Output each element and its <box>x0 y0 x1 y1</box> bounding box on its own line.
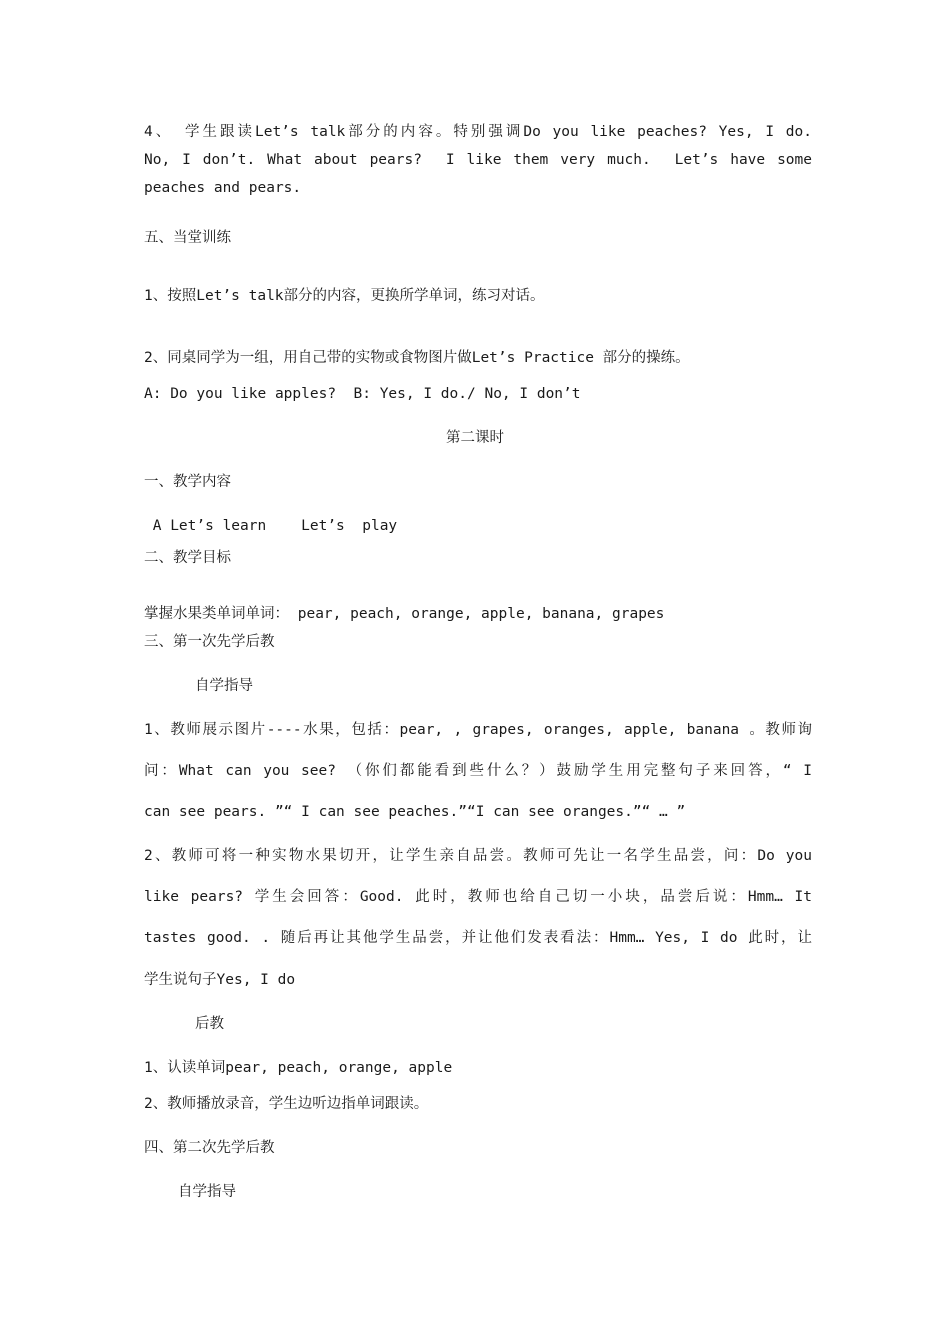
after-teach-item-2: 2、教师播放录音，学生边听边指单词跟读。 <box>144 1096 429 1112</box>
after-teach-heading: 后教 <box>195 1016 224 1032</box>
self-study-heading-1: 自学指导 <box>195 678 253 694</box>
step4-line-3: peaches and pears. <box>144 180 302 196</box>
step-1-line-3: can see pears. ”“ I can see peaches.”“I can see oranges.”“ … ” <box>144 804 686 820</box>
section-5-heading: 五、当堂训练 <box>144 230 231 246</box>
section-3-heading: 三、第一次先学后教 <box>144 634 275 650</box>
step-1-line-2: 问：What can you see? （你们都能看到些什么？）鼓励学生用完整句子来回答，“ I <box>144 763 812 779</box>
step-2-line-2: like pears? 学生会回答：Good. 此时，教师也给自己切一小块，品尝后说：Hmm… It <box>144 889 812 905</box>
practice-item-2: 2、同桌同学为一组，用自己带的实物或食物图片做Let’s Practice 部分的操练。 <box>144 350 690 366</box>
teaching-content: A Let’s learn Let’s play <box>144 518 398 534</box>
step-2-line-3: tastes good. . 随后再让其他学生品尝，并让他们发表看法：Hmm… Yes, I do 此时，让 <box>144 930 812 946</box>
section-1-heading: 一、教学内容 <box>144 474 231 490</box>
step4-line-1: 4、 学生跟读Let’s talk部分的内容。特别强调Do you like peaches? Yes, I do. <box>144 124 812 140</box>
step-2-line-1: 2、教师可将一种实物水果切开，让学生亲自品尝。教师可先让一名学生品尝，问：Do you <box>144 848 812 864</box>
section-2-heading: 二、教学目标 <box>144 550 231 566</box>
step-1-line-1: 1、教师展示图片----水果，包括：pear, , grapes, oranges, apple, banana 。教师询 <box>144 722 812 738</box>
practice-item-1: 1、按照Let’s talk部分的内容，更换所学单词，练习对话。 <box>144 288 545 304</box>
self-study-heading-2: 自学指导 <box>178 1184 236 1200</box>
step4-line-2: No, I don’t. What about pears? I like them very much. Let’s have some <box>144 152 812 168</box>
lesson-2-title: 第二课时 <box>446 430 504 446</box>
practice-dialogue: A: Do you like apples? B: Yes, I do./ No, I don’t <box>144 386 581 402</box>
after-teach-item-1: 1、认读单词pear, peach, orange, apple <box>144 1060 453 1076</box>
section-4-heading: 四、第二次先学后教 <box>144 1140 275 1156</box>
teaching-goal: 掌握水果类单词单词： pear, peach, orange, apple, banana, grapes <box>144 606 665 622</box>
step-2-line-4: 学生说句子Yes, I do <box>144 972 296 988</box>
